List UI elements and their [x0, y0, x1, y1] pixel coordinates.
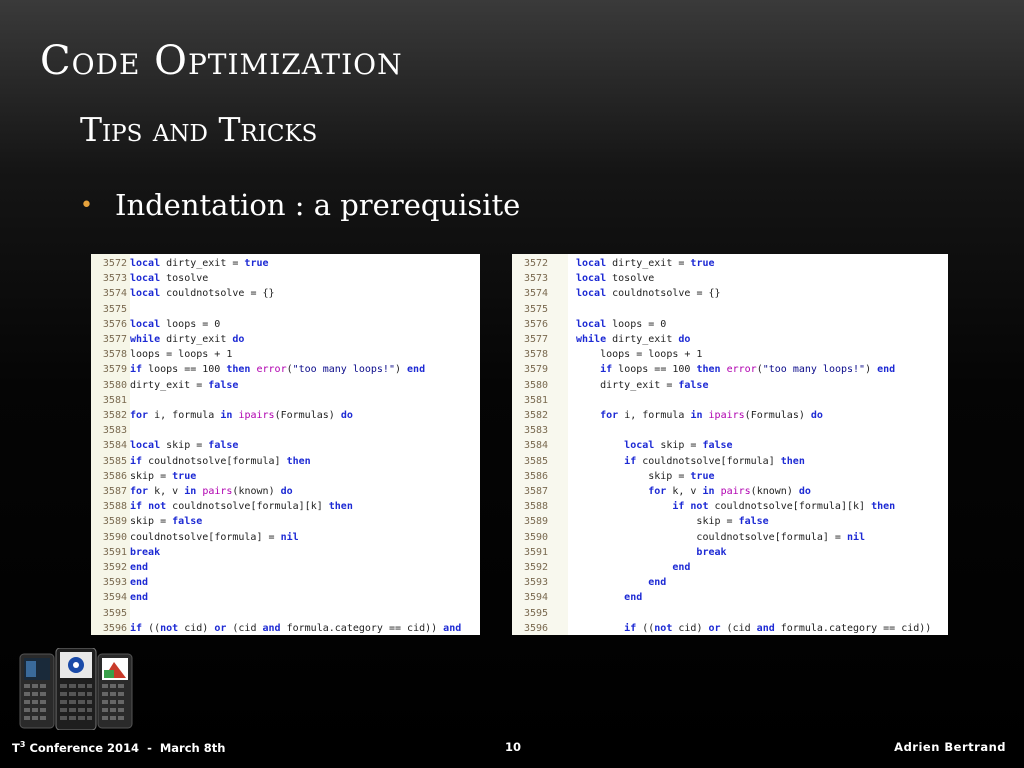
- code-text: skip = false: [130, 516, 203, 528]
- code-text: local loops = 0: [130, 318, 221, 330]
- code-line: [91, 484, 293, 499]
- code-text: while dirty_exit do: [130, 334, 245, 345]
- line-number: 3574: [524, 288, 549, 300]
- line-number: 3575: [524, 303, 549, 315]
- code-line: [512, 469, 715, 484]
- line-number: 3573: [102, 273, 127, 285]
- code-text: loops = loops + 1: [130, 349, 233, 361]
- line-number: 3584: [102, 440, 127, 452]
- code-line: [91, 514, 202, 529]
- line-number: 3582: [524, 410, 549, 421]
- footer-conference-t: T: [12, 740, 20, 755]
- code-line: [512, 256, 715, 271]
- line-number: 3594: [524, 592, 549, 604]
- code-line: [512, 590, 642, 605]
- code-line: [91, 256, 269, 271]
- code-text: if couldnotsolve[formula] then: [130, 455, 311, 467]
- code-text: for k, v in pairs(known) do: [648, 486, 811, 497]
- code-line: [91, 499, 353, 514]
- line-number: 3594: [102, 592, 127, 604]
- line-number: 3591: [524, 546, 549, 558]
- line-number: 3585: [524, 455, 549, 467]
- line-number: 3586: [524, 470, 549, 482]
- line-number: 3588: [102, 501, 127, 513]
- code-text: local skip = false: [130, 440, 239, 452]
- line-number: 3589: [102, 516, 127, 528]
- code-line: [512, 408, 823, 423]
- line-number: 3583: [102, 425, 127, 437]
- code-text: for i, formula in ipairs(Formulas) do: [600, 410, 823, 421]
- code-line: [91, 469, 196, 484]
- code-text: local dirty_exit = true: [130, 258, 269, 269]
- line-number: 3577: [524, 334, 549, 345]
- code-line: [91, 454, 311, 469]
- code-line: [91, 393, 130, 408]
- code-text: local loops = 0: [576, 318, 667, 330]
- line-number: 3583: [524, 425, 549, 437]
- code-text: end: [648, 577, 667, 589]
- code-text: if ((not cid) or (cid and formula.category == cid)) and: [130, 622, 462, 634]
- code-text: skip = false: [696, 516, 769, 528]
- calculators-icon: [18, 648, 134, 730]
- code-text: end: [672, 562, 691, 573]
- line-number: 3581: [524, 394, 549, 406]
- line-number: 3585: [102, 455, 127, 467]
- code-text: if ((not cid) or (cid and formula.category == cid)): [624, 622, 932, 634]
- code-text: couldnotsolve[formula] = nil: [696, 531, 866, 543]
- bullet-icon: •: [80, 192, 93, 218]
- code-line: [91, 332, 244, 347]
- slide-title: Code Optimization: [40, 38, 403, 84]
- code-text: local dirty_exit = true: [576, 258, 715, 269]
- line-number: 3595: [102, 607, 127, 619]
- line-number: 3584: [524, 440, 549, 452]
- code-line: [91, 271, 208, 286]
- code-line: [512, 332, 690, 347]
- code-line: [512, 606, 576, 621]
- code-line: [512, 378, 708, 393]
- footer-conference-sup: 3: [19, 740, 26, 749]
- code-line: [91, 438, 238, 453]
- code-text: end: [130, 562, 149, 573]
- page-number: 10: [505, 740, 522, 754]
- code-line: [512, 621, 931, 635]
- code-text: if loops == 100 then error("too many loops!") end: [600, 364, 896, 376]
- footer-conference: [12, 740, 225, 755]
- code-text: if not couldnotsolve[formula][k] then: [672, 501, 896, 513]
- line-number: 3573: [524, 273, 549, 285]
- line-number: 3592: [524, 562, 549, 573]
- code-line: [91, 408, 353, 423]
- code-line: [91, 423, 130, 438]
- code-line: [512, 423, 576, 438]
- code-line: [512, 286, 721, 301]
- code-text: couldnotsolve[formula] = nil: [130, 531, 299, 543]
- code-line: [512, 302, 576, 317]
- footer-author: Adrien Bertrand: [894, 740, 1006, 754]
- code-line: [512, 545, 727, 560]
- code-line: [512, 499, 895, 514]
- code-line: [91, 347, 232, 362]
- line-number: 3587: [102, 486, 127, 497]
- code-line: [512, 317, 666, 332]
- line-number: 3593: [102, 577, 127, 589]
- line-number: 3596: [524, 622, 549, 634]
- line-number: 3579: [102, 364, 127, 376]
- line-number: 3577: [102, 334, 127, 345]
- line-number: 3591: [102, 546, 127, 558]
- code-panel-indented: [512, 254, 948, 635]
- code-text: local tosolve: [576, 273, 655, 285]
- code-line: [91, 317, 220, 332]
- code-line: [91, 545, 160, 560]
- line-number: 3595: [524, 607, 549, 619]
- line-number: 3587: [524, 486, 549, 497]
- code-text: dirty_exit = false: [600, 379, 709, 391]
- line-number: 3580: [102, 379, 127, 391]
- code-text: break: [130, 546, 161, 558]
- code-line: [512, 530, 865, 545]
- line-number: 3578: [102, 349, 127, 361]
- code-text: local couldnotsolve = {}: [576, 288, 721, 300]
- code-line: [512, 347, 702, 362]
- footer-conference-text: Conference 2014 - March 8th: [25, 740, 226, 755]
- bullet-text: Indentation : a prerequisite: [114, 188, 521, 222]
- code-line: [91, 575, 148, 590]
- code-text: skip = true: [648, 470, 715, 482]
- code-text: local couldnotsolve = {}: [130, 288, 275, 300]
- line-number: 3582: [102, 410, 127, 421]
- code-line: [91, 302, 130, 317]
- code-text: end: [624, 592, 643, 604]
- line-number: 3572: [102, 258, 127, 269]
- line-number: 3593: [524, 577, 549, 589]
- code-line: [512, 575, 666, 590]
- code-line: [91, 606, 130, 621]
- code-text: loops = loops + 1: [600, 349, 703, 361]
- line-number: 3576: [102, 318, 127, 330]
- line-number: 3589: [524, 516, 549, 528]
- code-line: [91, 530, 299, 545]
- line-number: 3586: [102, 470, 127, 482]
- code-text: break: [696, 546, 727, 558]
- code-text: end: [130, 592, 149, 604]
- code-line: [91, 362, 425, 377]
- line-number: 3592: [102, 562, 127, 573]
- code-line: [512, 560, 690, 575]
- code-text: end: [130, 577, 149, 589]
- code-text: if loops == 100 then error("too many loops!") end: [130, 364, 426, 376]
- code-line: [512, 271, 654, 286]
- line-number: 3581: [102, 394, 127, 406]
- code-line: [91, 286, 275, 301]
- code-line: [512, 454, 805, 469]
- code-text: for i, formula in ipairs(Formulas) do: [130, 410, 353, 421]
- code-panel-unindented: [91, 254, 480, 635]
- line-number: 3588: [524, 501, 549, 513]
- code-text: dirty_exit = false: [130, 379, 239, 391]
- code-line: [91, 590, 148, 605]
- code-text: while dirty_exit do: [576, 334, 691, 345]
- code-line: [512, 514, 769, 529]
- line-number: 3590: [102, 531, 127, 543]
- code-line: [91, 560, 148, 575]
- code-text: local skip = false: [624, 440, 733, 452]
- line-number: 3580: [524, 379, 549, 391]
- line-number: 3596: [102, 622, 127, 634]
- line-number: 3575: [102, 303, 127, 315]
- line-number: 3576: [524, 318, 549, 330]
- line-number: 3572: [524, 258, 549, 269]
- line-number: 3590: [524, 531, 549, 543]
- code-line: [512, 484, 811, 499]
- line-number: 3578: [524, 349, 549, 361]
- code-text: for k, v in pairs(known) do: [130, 486, 293, 497]
- code-text: if couldnotsolve[formula] then: [624, 455, 805, 467]
- code-line: [512, 362, 895, 377]
- code-text: local tosolve: [130, 273, 209, 285]
- code-line: [512, 393, 576, 408]
- line-number: 3574: [102, 288, 127, 300]
- code-line: [91, 378, 238, 393]
- slide-subtitle: Tips and Tricks: [80, 110, 318, 149]
- code-line: [512, 438, 733, 453]
- code-text: skip = true: [130, 470, 197, 482]
- code-text: if not couldnotsolve[formula][k] then: [130, 501, 353, 513]
- code-line: [91, 621, 461, 635]
- line-number: 3579: [524, 364, 549, 376]
- bullet-item: [80, 188, 520, 222]
